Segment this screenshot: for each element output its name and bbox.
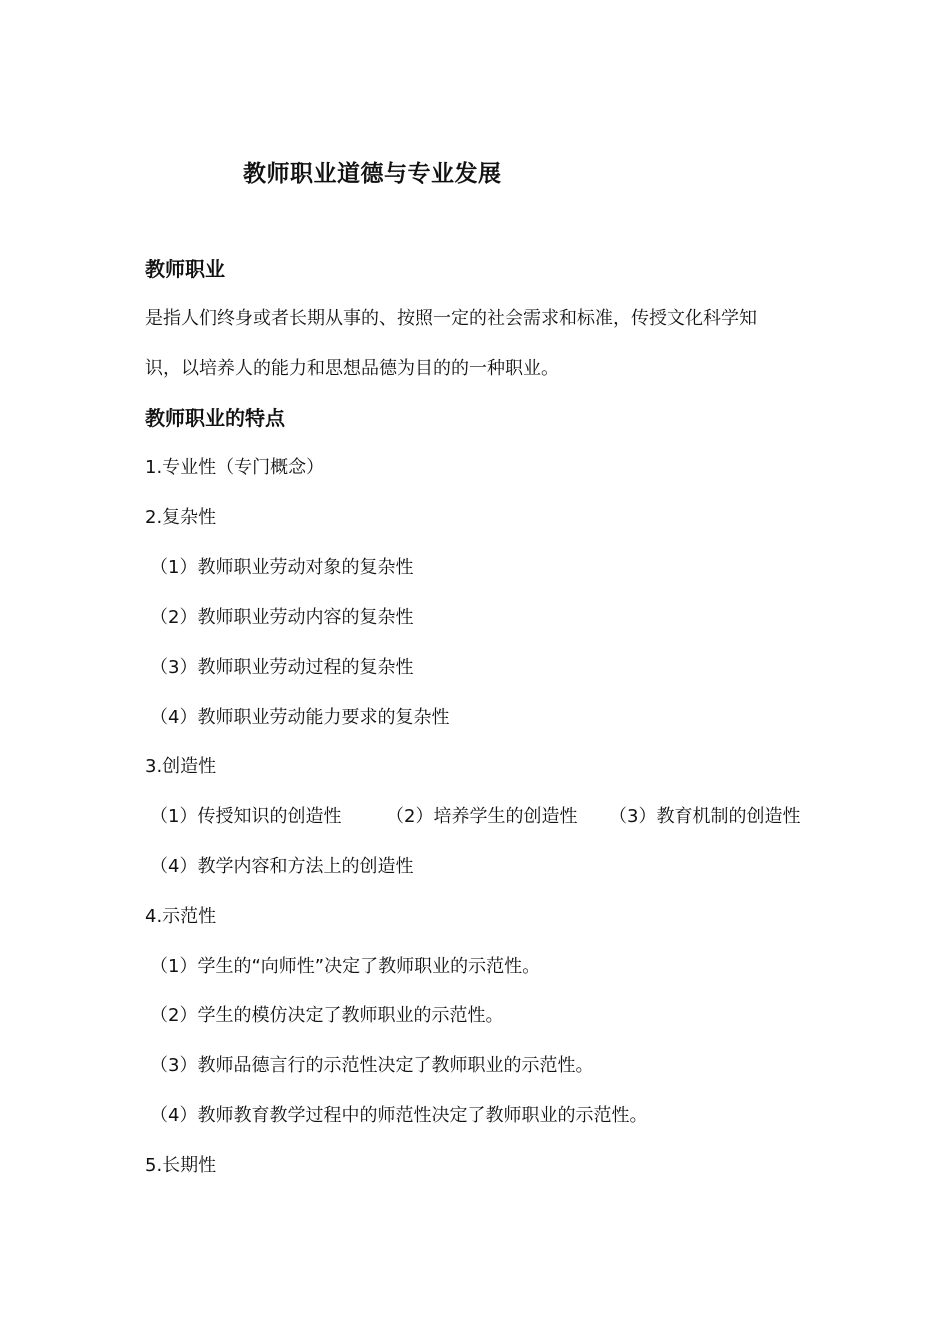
list-item-complexity: 2.复杂性 xyxy=(145,507,217,528)
sub-item: （2）培养学生的创造性 xyxy=(386,806,578,827)
sub-item: （1）传授知识的创造性 xyxy=(150,806,342,827)
section-heading-characteristics: 教师职业的特点 xyxy=(145,406,285,430)
list-item-long-term: 5.长期性 xyxy=(145,1155,217,1176)
sub-item: （3）教育机制的创造性 xyxy=(609,806,801,827)
sub-item: （1）教师职业劳动对象的复杂性 xyxy=(150,557,414,578)
list-item-exemplarity: 4.示范性 xyxy=(145,906,217,927)
list-item-professionalism: 1.专业性（专门概念） xyxy=(145,457,325,478)
sub-item: （4）教学内容和方法上的创造性 xyxy=(150,856,414,877)
sub-item: （2）学生的模仿决定了教师职业的示范性。 xyxy=(150,1005,504,1026)
section-heading-teacher-profession: 教师职业 xyxy=(145,257,225,281)
definition-line-1: 是指人们终身或者长期从事的、按照一定的社会需求和标准，传授文化科学知 xyxy=(145,308,757,329)
list-item-creativity: 3.创造性 xyxy=(145,756,217,777)
sub-item: （3）教师品德言行的示范性决定了教师职业的示范性。 xyxy=(150,1055,594,1076)
document-title: 教师职业道德与专业发展 xyxy=(243,161,502,187)
sub-item: （1）学生的“向师性”决定了教师职业的示范性。 xyxy=(150,956,541,977)
sub-item: （3）教师职业劳动过程的复杂性 xyxy=(150,657,414,678)
sub-item: （4）教师教育教学过程中的师范性决定了教师职业的示范性。 xyxy=(150,1105,648,1126)
definition-line-2: 识，以培养人的能力和思想品德为目的的一种职业。 xyxy=(145,358,559,379)
sub-item: （2）教师职业劳动内容的复杂性 xyxy=(150,607,414,628)
sub-item: （4）教师职业劳动能力要求的复杂性 xyxy=(150,707,450,728)
